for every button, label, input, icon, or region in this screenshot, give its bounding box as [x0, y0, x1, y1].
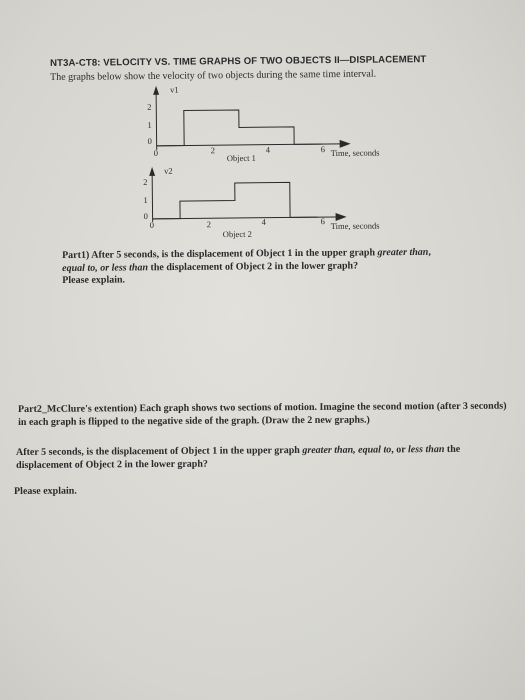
y-tick-1: 1	[143, 194, 148, 205]
part1-label: Part1)	[62, 249, 90, 261]
worksheet-title: NT3A-CT8: VELOCITY VS. TIME GRAPHS OF TWO OBJECTS II—DISPLACEMENT	[50, 54, 427, 69]
y-axis	[156, 92, 157, 150]
part2-explain: Please explain.	[14, 485, 77, 497]
y-tick-0: 0	[143, 210, 148, 221]
x-tick-2: 2	[206, 219, 211, 230]
x-axis-arrow	[336, 213, 347, 221]
worksheet-subtitle: The graphs below show the velocity of two objects during the same time interval.	[50, 68, 377, 83]
v1-axis-label: v1	[170, 84, 179, 95]
object1-velocity-line	[156, 109, 321, 146]
part2-label: Part2_McClure's extention)	[18, 403, 138, 415]
graph-caption: Object 2	[222, 228, 252, 240]
x-tick-6: 6	[320, 144, 326, 155]
x-tick-6: 6	[320, 216, 325, 227]
y-tick-1: 1	[147, 119, 152, 130]
x-tick-0: 0	[149, 219, 154, 230]
object2-velocity-graph	[140, 160, 420, 250]
x-tick-0: 0	[153, 147, 159, 158]
y-tick-2: 2	[147, 101, 152, 112]
x-axis-arrow	[340, 140, 351, 148]
x-axis-label: Time, seconds	[330, 147, 380, 159]
x-tick-4: 4	[261, 216, 266, 227]
object2-velocity-line	[152, 182, 317, 219]
part1-explain: Please explain.	[62, 274, 126, 286]
part2-question: After 5 seconds, is the displacement of Object 1 in the upper graph greater than, equal to, or less than the displacement of Object 2 in the lower graph?	[16, 443, 461, 471]
y-tick-2: 2	[143, 176, 148, 187]
part1-question: Part1) After 5 seconds, is the displacement of Object 1 in the upper graph greater than, equal to, or less than the displacement of Object 2 in the lower graph? Please explain.	[62, 246, 431, 286]
graph-caption: Object 1	[226, 152, 256, 164]
x-tick-4: 4	[265, 144, 271, 155]
x-axis-label: Time, seconds	[330, 220, 380, 232]
x-tick-2: 2	[210, 145, 216, 156]
y-tick-0: 0	[147, 135, 152, 146]
v2-axis-label: v2	[164, 165, 173, 176]
part2-instructions: Part2_McClure's extention) Each graph shows two sections of motion. Imagine the second motion (after 3 seconds) in each graph is flipped to the negative side of the graph. (Draw the 2 new graphs.)	[18, 400, 507, 428]
object1-velocity-graph	[140, 82, 420, 172]
y-axis	[152, 173, 153, 222]
